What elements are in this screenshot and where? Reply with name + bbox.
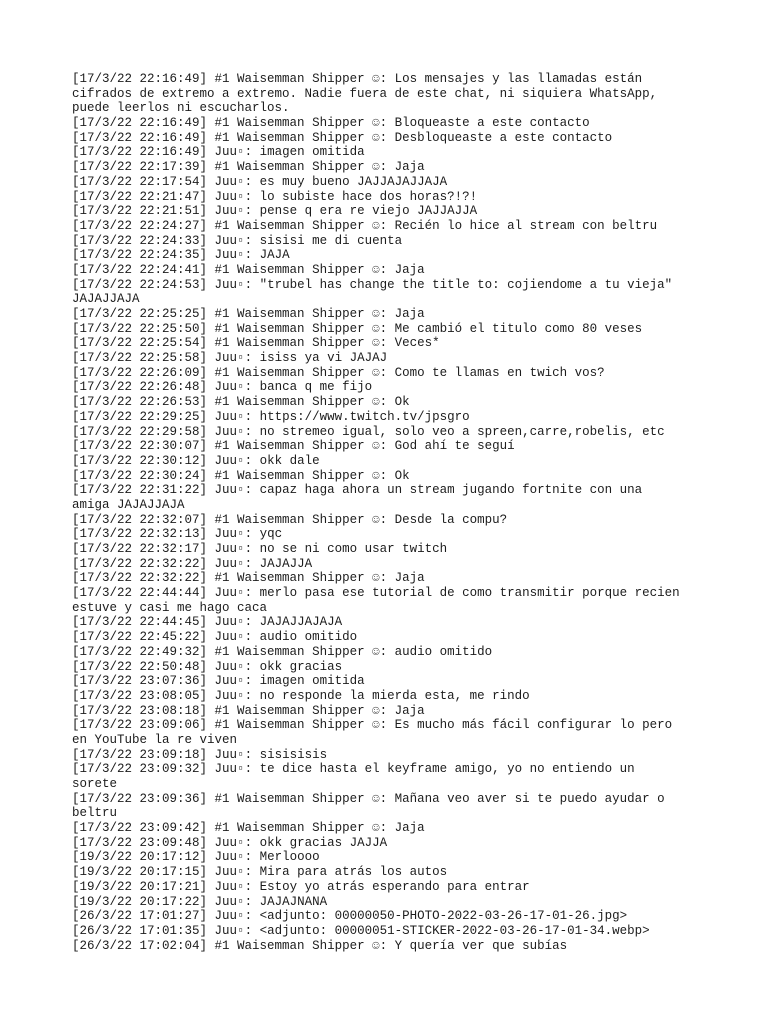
message-sender: #1 Waisemman Shipper ☺: [214, 703, 380, 718]
message-separator: :: [379, 439, 388, 454]
chat-message: [72, 234, 687, 249]
message-timestamp: [17/3/22 22:44:44]: [72, 586, 208, 601]
message-separator: :: [244, 865, 253, 880]
chat-message: [72, 483, 687, 512]
message-timestamp: [19/3/22 20:17:12]: [72, 850, 208, 865]
chat-message: [72, 395, 687, 410]
message-text: JAJA: [259, 248, 290, 263]
message-sender: #1 Waisemman Shipper ☺: [214, 72, 380, 86]
message-separator: :: [379, 116, 388, 131]
message-separator: :: [244, 189, 253, 204]
message-timestamp: [17/3/22 22:16:49]: [72, 116, 208, 131]
message-sender: Juu▫: [214, 527, 245, 542]
message-sender: Juu▫: [214, 879, 245, 894]
message-sender: Juu▫: [214, 351, 245, 366]
message-timestamp: [17/3/22 22:24:41]: [72, 262, 208, 277]
chat-message: [72, 939, 687, 954]
message-timestamp: [17/3/22 22:29:58]: [72, 424, 208, 439]
message-timestamp: [17/3/22 23:09:32]: [72, 762, 208, 777]
message-separator: :: [244, 923, 253, 938]
message-text: okk dale: [259, 453, 320, 468]
message-separator: :: [244, 145, 253, 160]
message-sender: Juu▫: [214, 542, 245, 556]
message-timestamp: [17/3/22 22:25:54]: [72, 336, 208, 351]
message-timestamp: [17/3/22 22:26:09]: [72, 365, 208, 380]
chat-message: [72, 410, 687, 425]
message-separator: :: [379, 395, 388, 410]
chat-message: [72, 645, 687, 660]
message-timestamp: [17/3/22 22:26:48]: [72, 380, 208, 395]
chat-message: [72, 924, 687, 939]
message-separator: :: [244, 204, 253, 219]
message-separator: :: [244, 850, 253, 865]
message-timestamp: [17/3/22 22:44:45]: [72, 615, 208, 630]
chat-message: [72, 557, 687, 572]
message-separator: :: [244, 483, 253, 498]
message-separator: :: [244, 380, 253, 395]
chat-message: [72, 263, 687, 278]
message-sender: #1 Waisemman Shipper ☺: [214, 336, 380, 351]
message-separator: :: [244, 556, 253, 571]
message-timestamp: [19/3/22 20:17:15]: [72, 865, 208, 880]
message-sender: Juu▫: [214, 865, 245, 880]
chat-message: [72, 850, 687, 865]
message-sender: Juu▫: [214, 145, 245, 160]
message-separator: :: [379, 791, 388, 806]
message-sender: Juu▫: [214, 762, 245, 777]
message-separator: :: [244, 351, 253, 366]
message-text: Jaja: [394, 307, 425, 321]
message-text: imagen omitida: [259, 145, 365, 160]
message-text: Ok: [394, 395, 410, 410]
message-timestamp: [17/3/22 22:49:32]: [72, 644, 208, 659]
message-timestamp: [26/3/22 17:02:04]: [72, 938, 208, 953]
message-sender: Juu▫: [214, 453, 245, 468]
message-separator: :: [244, 688, 253, 703]
message-sender: Juu▫: [214, 688, 245, 703]
chat-message: [72, 336, 687, 351]
message-timestamp: [17/3/22 23:09:36]: [72, 791, 208, 806]
message-separator: :: [379, 468, 388, 483]
message-text: Jaja: [394, 821, 425, 836]
message-sender: Juu▫: [214, 174, 245, 189]
chat-message: [72, 571, 687, 586]
message-text: okk gracias JAJJA: [259, 835, 388, 850]
message-sender: #1 Waisemman Shipper ☺: [214, 116, 380, 131]
message-sender: Juu▫: [214, 835, 245, 850]
chat-message: [72, 278, 687, 307]
message-text: Mira para atrás los autos: [259, 865, 448, 880]
chat-message: [72, 160, 687, 175]
message-timestamp: [17/3/22 22:24:35]: [72, 248, 208, 263]
chat-message: [72, 145, 687, 160]
chat-message: [72, 762, 687, 791]
message-sender: Juu▫: [214, 483, 245, 498]
message-text: no se ni como usar twitch: [259, 542, 448, 556]
message-separator: :: [244, 424, 253, 439]
message-separator: :: [244, 174, 253, 189]
message-sender: #1 Waisemman Shipper ☺: [214, 791, 380, 806]
message-text: Recién lo hice al stream con beltru: [394, 218, 658, 233]
chat-transcript: [72, 72, 687, 953]
chat-message: [72, 674, 687, 689]
message-timestamp: [17/3/22 23:09:48]: [72, 835, 208, 850]
message-text: isiss ya vi JAJAJ: [259, 351, 388, 366]
message-sender: Juu▫: [214, 850, 245, 865]
message-text: yqc: [259, 527, 283, 542]
chat-message: [72, 469, 687, 484]
chat-message: [72, 219, 687, 234]
message-text: Estoy yo atrás esperando para entrar: [259, 879, 530, 894]
message-separator: :: [379, 72, 388, 86]
message-separator: :: [379, 718, 388, 733]
message-sender: Juu▫: [214, 380, 245, 395]
message-text: Jaja: [394, 160, 425, 175]
chat-message: [72, 586, 687, 615]
message-text: Jaja: [394, 703, 425, 718]
message-separator: :: [244, 894, 253, 909]
chat-message: [72, 821, 687, 836]
message-sender: #1 Waisemman Shipper ☺: [214, 439, 380, 454]
message-timestamp: [17/3/22 22:45:22]: [72, 630, 208, 645]
message-timestamp: [17/3/22 22:21:47]: [72, 189, 208, 204]
chat-message: [72, 425, 687, 440]
message-separator: :: [379, 130, 388, 145]
message-text: no responde la mierda esta, me rindo: [259, 688, 530, 703]
chat-message: [72, 895, 687, 910]
message-timestamp: [17/3/22 22:16:49]: [72, 145, 208, 160]
message-separator: :: [244, 277, 253, 292]
message-timestamp: [17/3/22 22:30:07]: [72, 439, 208, 454]
message-separator: :: [244, 586, 253, 601]
message-text: Merloooo: [259, 850, 320, 865]
message-separator: :: [244, 453, 253, 468]
message-timestamp: [17/3/22 22:29:25]: [72, 409, 208, 424]
message-sender: Juu▫: [214, 189, 245, 204]
chat-message: [72, 454, 687, 469]
message-timestamp: [17/3/22 23:07:36]: [72, 674, 208, 689]
message-sender: #1 Waisemman Shipper ☺: [214, 160, 380, 175]
message-sender: #1 Waisemman Shipper ☺: [214, 130, 380, 145]
message-timestamp: [17/3/22 22:32:17]: [72, 542, 208, 556]
chat-message: [72, 630, 687, 645]
chat-message: [72, 513, 687, 528]
message-text: JAJAJJA: [259, 556, 313, 571]
message-text: https://www.twitch.tv/jpsgro: [259, 409, 470, 424]
message-text: audio omitido: [259, 630, 358, 645]
message-text: merlo pasa ese tutorial de como transmitir porque recien estuve y casi me hago caca: [72, 586, 680, 615]
message-text: audio omitido: [394, 644, 493, 659]
message-text: sisisisis: [259, 747, 328, 762]
chat-message: [72, 689, 687, 704]
message-sender: Juu▫: [214, 586, 245, 601]
message-timestamp: [17/3/22 22:30:12]: [72, 453, 208, 468]
chat-message: [72, 248, 687, 263]
chat-message: [72, 439, 687, 454]
message-timestamp: [17/3/22 22:32:22]: [72, 571, 208, 586]
message-sender: #1 Waisemman Shipper ☺: [214, 821, 380, 836]
message-text: Veces*: [394, 336, 440, 351]
message-text: "trubel has change the title to: cojiendome a tu vieja" JAJAJJAJA: [72, 277, 673, 307]
message-sender: Juu▫: [214, 630, 245, 645]
message-timestamp: [17/3/22 22:24:53]: [72, 277, 208, 292]
message-timestamp: [17/3/22 22:31:22]: [72, 483, 208, 498]
message-sender: Juu▫: [214, 923, 245, 938]
message-separator: :: [244, 659, 253, 674]
message-text: banca q me fijo: [259, 380, 373, 395]
message-timestamp: [17/3/22 22:17:54]: [72, 174, 208, 189]
message-sender: Juu▫: [214, 248, 245, 263]
message-timestamp: [17/3/22 23:08:18]: [72, 703, 208, 718]
message-text: Como te llamas en twich vos?: [394, 365, 605, 380]
message-timestamp: [17/3/22 22:16:49]: [72, 130, 208, 145]
message-timestamp: [17/3/22 22:24:33]: [72, 233, 208, 248]
message-separator: :: [244, 233, 253, 248]
message-timestamp: [17/3/22 22:50:48]: [72, 659, 208, 674]
chat-message: [72, 865, 687, 880]
message-timestamp: [17/3/22 22:32:13]: [72, 527, 208, 542]
chat-message: [72, 72, 687, 116]
chat-message: [72, 527, 687, 542]
chat-message: [72, 322, 687, 337]
message-separator: :: [379, 571, 388, 586]
message-separator: :: [244, 762, 253, 777]
message-timestamp: [17/3/22 22:24:27]: [72, 218, 208, 233]
message-timestamp: [17/3/22 22:17:39]: [72, 160, 208, 175]
message-sender: Juu▫: [214, 674, 245, 689]
message-separator: :: [379, 307, 388, 321]
message-separator: :: [379, 365, 388, 380]
message-text: God ahí te seguí: [394, 439, 515, 454]
message-sender: Juu▫: [214, 894, 245, 909]
message-sender: #1 Waisemman Shipper ☺: [214, 512, 380, 527]
message-separator: :: [244, 835, 253, 850]
message-text: imagen omitida: [259, 674, 365, 689]
message-text: <adjunto: 00000050-PHOTO-2022-03-26-17-01-26.jpg>: [259, 909, 628, 924]
message-separator: :: [379, 938, 388, 953]
message-separator: :: [379, 160, 388, 175]
message-text: okk gracias: [259, 659, 343, 674]
chat-message: [72, 190, 687, 205]
message-text: lo subiste hace dos horas?!?!: [259, 189, 478, 204]
message-sender: Juu▫: [214, 233, 245, 248]
chat-message: [72, 175, 687, 190]
message-separator: :: [244, 630, 253, 645]
message-text: Mañana veo aver si te puedo ayudar o beltru: [72, 791, 665, 821]
message-separator: :: [244, 747, 253, 762]
message-text: no stremeo igual, solo veo a spreen,carre,robelis, etc: [259, 424, 665, 439]
chat-message: [72, 131, 687, 146]
message-sender: Juu▫: [214, 424, 245, 439]
message-timestamp: [17/3/22 22:25:58]: [72, 351, 208, 366]
message-separator: :: [379, 512, 388, 527]
message-sender: Juu▫: [214, 615, 245, 630]
chat-message: [72, 351, 687, 366]
message-separator: :: [244, 674, 253, 689]
message-separator: :: [244, 909, 253, 924]
message-text: pense q era re viejo JAJJAJJA: [259, 204, 478, 219]
message-timestamp: [17/3/22 22:16:49]: [72, 72, 208, 86]
message-text: Jaja: [394, 262, 425, 277]
message-text: Ok: [394, 468, 410, 483]
message-separator: :: [244, 542, 253, 556]
message-text: sisisi me di cuenta: [259, 233, 403, 248]
message-sender: #1 Waisemman Shipper ☺: [214, 571, 380, 586]
message-separator: :: [379, 336, 388, 351]
message-sender: #1 Waisemman Shipper ☺: [214, 395, 380, 410]
message-sender: Juu▫: [214, 747, 245, 762]
message-sender: #1 Waisemman Shipper ☺: [214, 718, 380, 733]
message-text: Es mucho más fácil configurar lo pero en YouTube la re viven: [72, 718, 673, 747]
message-separator: :: [244, 409, 253, 424]
message-text: capaz haga ahora un stream jugando fortnite con una amiga JAJAJJAJA: [72, 483, 643, 512]
message-sender: Juu▫: [214, 659, 245, 674]
message-sender: #1 Waisemman Shipper ☺: [214, 321, 380, 336]
message-timestamp: [19/3/22 20:17:21]: [72, 879, 208, 894]
message-timestamp: [26/3/22 17:01:27]: [72, 909, 208, 924]
message-sender: #1 Waisemman Shipper ☺: [214, 644, 380, 659]
chat-message: [72, 542, 687, 557]
message-sender: Juu▫: [214, 277, 245, 292]
chat-message: [72, 366, 687, 381]
message-timestamp: [17/3/22 22:32:22]: [72, 556, 208, 571]
message-separator: :: [379, 644, 388, 659]
message-text: Me cambió el titulo como 80 veses: [394, 321, 643, 336]
chat-message: [72, 909, 687, 924]
chat-message: [72, 748, 687, 763]
message-text: Los mensajes y las llamadas están cifrados de extremo a extremo. Nadie fuera de este chat, ni siquiera WhatsApp, puede leerlos ni escucharlos.: [72, 72, 658, 116]
message-separator: :: [244, 248, 253, 263]
message-text: Jaja: [394, 571, 425, 586]
chat-message: [72, 116, 687, 131]
chat-message: [72, 792, 687, 821]
message-timestamp: [17/3/22 23:09:42]: [72, 821, 208, 836]
message-sender: Juu▫: [214, 909, 245, 924]
message-text: <adjunto: 00000051-STICKER-2022-03-26-17-01-34.webp>: [259, 923, 650, 938]
message-text: es muy bueno JAJJAJAJJAJA: [259, 174, 448, 189]
chat-message: [72, 307, 687, 322]
message-timestamp: [17/3/22 22:25:50]: [72, 321, 208, 336]
message-timestamp: [17/3/22 22:30:24]: [72, 468, 208, 483]
message-timestamp: [17/3/22 23:09:06]: [72, 718, 208, 733]
message-text: Bloqueaste a este contacto: [394, 116, 590, 131]
chat-message: [72, 880, 687, 895]
message-timestamp: [17/3/22 22:25:25]: [72, 307, 208, 321]
message-separator: :: [379, 821, 388, 836]
message-text: JAJAJJAJAJA: [259, 615, 343, 630]
message-sender: Juu▫: [214, 556, 245, 571]
chat-message: [72, 615, 687, 630]
message-timestamp: [26/3/22 17:01:35]: [72, 923, 208, 938]
message-sender: #1 Waisemman Shipper ☺: [214, 468, 380, 483]
message-sender: #1 Waisemman Shipper ☺: [214, 307, 380, 321]
message-sender: Juu▫: [214, 409, 245, 424]
message-separator: :: [379, 321, 388, 336]
chat-message: [72, 204, 687, 219]
message-timestamp: [17/3/22 23:09:18]: [72, 747, 208, 762]
message-sender: Juu▫: [214, 204, 245, 219]
message-separator: :: [379, 703, 388, 718]
chat-message: [72, 836, 687, 851]
message-timestamp: [19/3/22 20:17:22]: [72, 894, 208, 909]
message-timestamp: [17/3/22 22:32:07]: [72, 512, 208, 527]
message-text: JAJAJNANA: [259, 894, 328, 909]
message-text: te dice hasta el keyframe amigo, yo no entiendo un sorete: [72, 762, 635, 791]
message-timestamp: [17/3/22 22:26:53]: [72, 395, 208, 410]
message-sender: #1 Waisemman Shipper ☺: [214, 218, 380, 233]
message-text: Y quería ver que subías: [394, 938, 568, 953]
chat-message: [72, 704, 687, 719]
message-sender: #1 Waisemman Shipper ☺: [214, 938, 380, 953]
message-separator: :: [244, 615, 253, 630]
message-timestamp: [17/3/22 23:08:05]: [72, 688, 208, 703]
message-sender: #1 Waisemman Shipper ☺: [214, 262, 380, 277]
message-text: Desbloqueaste a este contacto: [394, 130, 613, 145]
message-separator: :: [379, 218, 388, 233]
message-separator: :: [379, 262, 388, 277]
message-text: Desde la compu?: [394, 512, 508, 527]
message-separator: :: [244, 527, 253, 542]
chat-message: [72, 660, 687, 675]
message-timestamp: [17/3/22 22:21:51]: [72, 204, 208, 219]
message-sender: #1 Waisemman Shipper ☺: [214, 365, 380, 380]
message-separator: :: [244, 879, 253, 894]
chat-message: [72, 380, 687, 395]
chat-message: [72, 718, 687, 747]
